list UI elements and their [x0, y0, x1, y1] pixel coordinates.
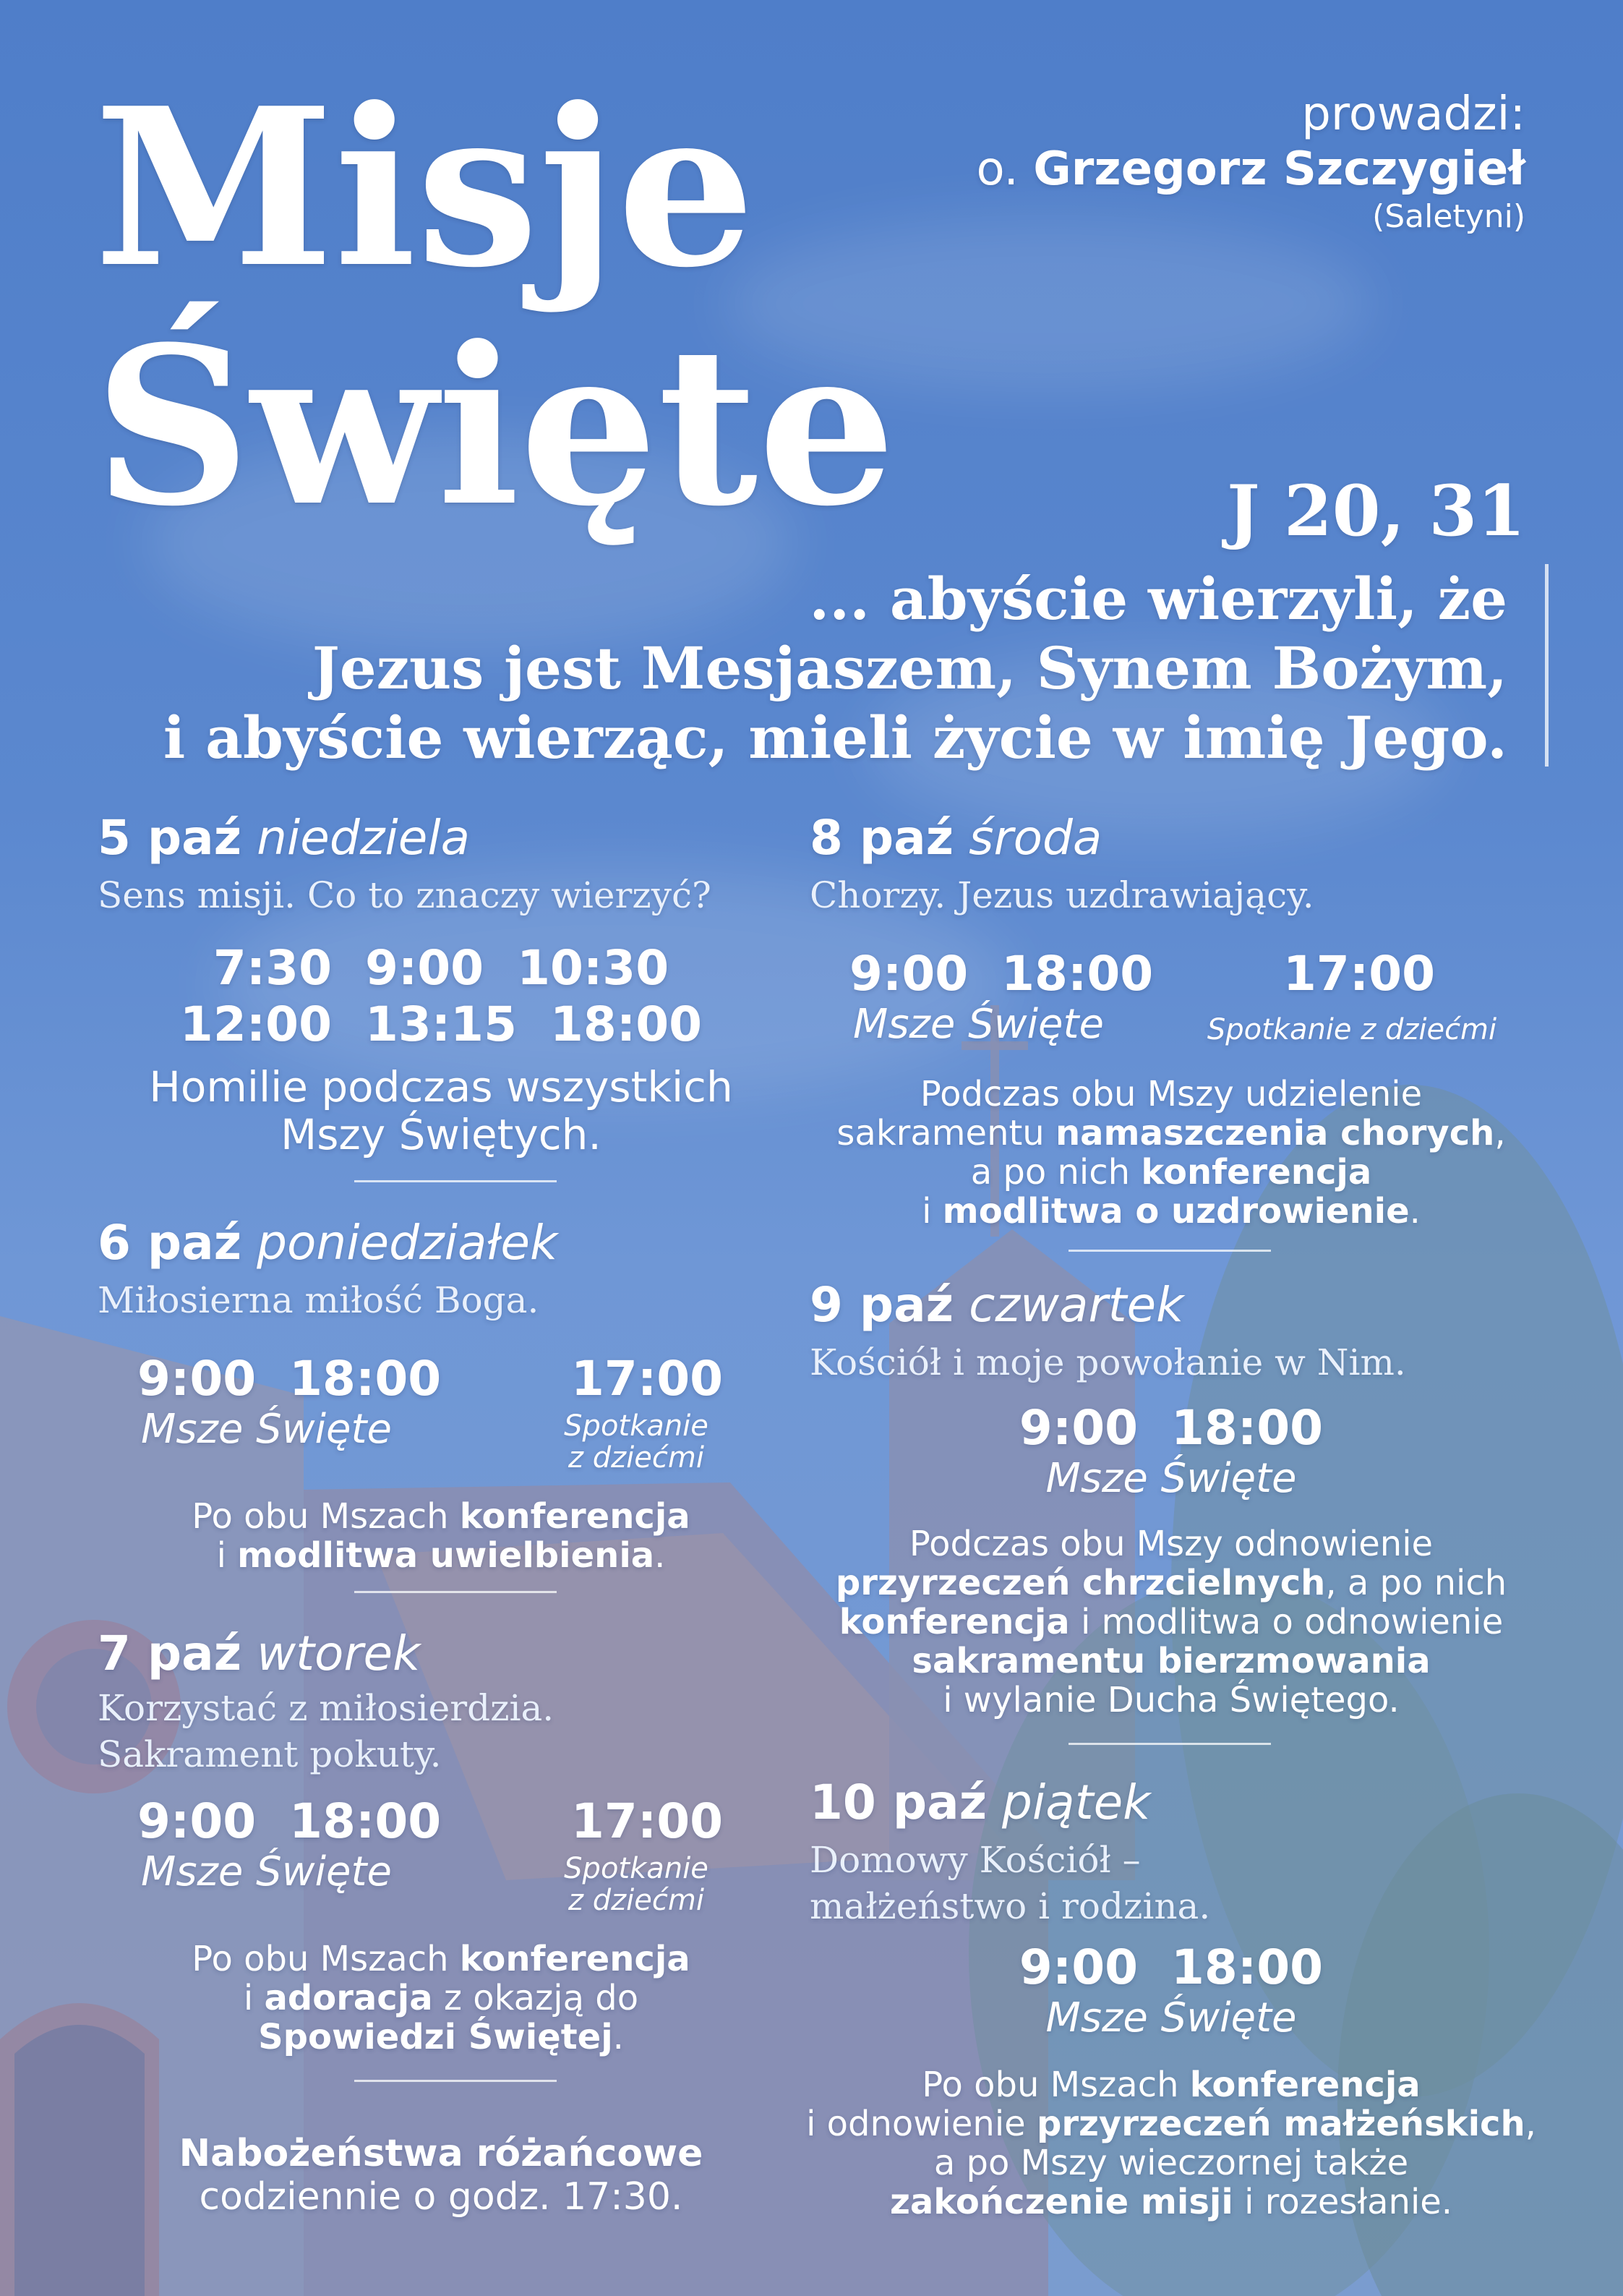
day-10-desc-text: Po obu Mszach: [922, 2065, 1190, 2105]
day-6-description: [98, 1497, 784, 1575]
leader-prefix: o.: [976, 142, 1019, 196]
day-9-description: [781, 1524, 1562, 1720]
rosary-text: codziennie o godz. 17:30.: [199, 2175, 683, 2219]
day-7-kids-time: 17:00: [571, 1793, 724, 1849]
day-7-topic-1: Korzystać z miłosierdzia.: [98, 1687, 554, 1729]
day-6-kids-label-1: Spotkanie: [564, 1409, 708, 1443]
day-7-heading: [98, 1626, 420, 1681]
day-9-heading: [810, 1277, 1183, 1333]
day-10-weekday: piątek: [1002, 1775, 1151, 1830]
day-6-weekday: poniedziałek: [257, 1215, 558, 1271]
day-9-desc-text: , a po nich: [1325, 1563, 1507, 1603]
day-10-mass-label: Msze Święte: [1045, 1994, 1297, 2041]
separator: [354, 2080, 557, 2082]
day-7-desc-text: .: [612, 2017, 624, 2057]
rosary-title: Nabożeństwa różańcowe: [179, 2132, 703, 2175]
day-8-desc-bold: namaszczenia chorych: [1055, 1113, 1495, 1153]
day-9-date: 9 paź: [810, 1277, 954, 1333]
day-6-mass-times: 9:00 18:00: [137, 1351, 442, 1407]
verse-reference: J 20, 31: [1227, 470, 1525, 552]
day-8-desc-text: a po nich: [970, 1152, 1142, 1192]
verse-line-1: ... abyście wierzyli, że: [809, 565, 1507, 633]
day-10-heading: [810, 1775, 1150, 1830]
leader-order: (Saletyni): [1372, 198, 1525, 235]
day-5-heading: [98, 810, 470, 866]
day-7-desc-bold: adoracja: [264, 1978, 433, 2018]
day-10-desc-text: i odnowienie: [806, 2104, 1037, 2144]
day-10-desc-text: i rozesłanie.: [1233, 2182, 1453, 2222]
day-9-desc-text: Podczas obu Mszy odnowienie: [909, 1524, 1434, 1564]
day-7-kids-label: [549, 1853, 723, 1916]
day-6-desc-bold: konferencja: [459, 1496, 690, 1537]
day-8-heading: [810, 810, 1102, 866]
verse-line-3: i abyście wierząc, mieli życie w imię Jego.: [163, 704, 1507, 772]
day-7-desc-text: z okazją do: [432, 1978, 639, 2018]
day-5-note-line-2: Mszy Świętych.: [281, 1110, 601, 1159]
leader-label: prowadzi:: [1301, 88, 1525, 141]
day-6-kids-label: [549, 1410, 723, 1474]
day-5-date: 5 paź: [98, 810, 242, 866]
day-6-heading: [98, 1215, 557, 1271]
day-7-kids-label-2: z dziećmi: [568, 1884, 704, 1917]
day-8-desc-text: sakramentu: [836, 1113, 1055, 1153]
day-7-date: 7 paź: [98, 1626, 242, 1681]
day-6-desc-bold: modlitwa uwielbienia: [237, 1535, 655, 1576]
day-8-desc-text: .: [1409, 1191, 1421, 1232]
day-7-mass-label: Msze Święte: [141, 1848, 392, 1895]
day-10-desc-text: a po Mszy wieczornej także: [933, 2143, 1409, 2183]
day-10-topic-2: małżeństwo i rodzina.: [810, 1885, 1211, 1927]
verse-rule: [1545, 564, 1549, 767]
day-8-date: 8 paź: [810, 810, 954, 866]
day-10-topic: [810, 1837, 1210, 1929]
day-8-desc-text: Podczas obu Mszy udzielenie: [920, 1074, 1423, 1114]
day-9-desc-bold: sakramentu bierzmowania: [912, 1641, 1431, 1681]
separator: [354, 1591, 557, 1593]
day-10-description: [766, 2065, 1576, 2222]
day-7-topic: [98, 1685, 554, 1778]
page-title: [94, 60, 896, 554]
day-8-desc-bold: modlitwa o uzdrowienie: [942, 1191, 1410, 1232]
title-line-2: Święte: [94, 299, 896, 554]
day-7-mass-times: 9:00 18:00: [137, 1793, 442, 1849]
day-8-desc-bold: konferencja: [1141, 1152, 1372, 1192]
day-9-mass-label: Msze Święte: [1045, 1455, 1297, 1502]
leader-block: [977, 87, 1526, 237]
title-line-1: Misje: [94, 60, 755, 315]
day-8-kids-time: 17:00: [1283, 946, 1436, 1002]
day-8-description: [781, 1075, 1562, 1231]
leader-name: Grzegorz Szczygieł: [1033, 142, 1525, 196]
day-8-topic: Chorzy. Jezus uzdrawiający.: [810, 874, 1314, 916]
day-7-desc-bold: Spowiedzi Świętej: [258, 2017, 613, 2057]
day-9-desc-bold: konferencja: [839, 1602, 1070, 1642]
day-9-desc-text: i modlitwa o odnowienie: [1069, 1602, 1504, 1642]
day-8-mass-label: Msze Święte: [853, 1001, 1104, 1048]
day-6-desc-text: Po obu Mszach: [192, 1496, 460, 1537]
day-6-desc-text: .: [654, 1535, 666, 1576]
day-7-desc-text: Po obu Mszach: [192, 1939, 460, 1979]
rosary-note: [98, 2132, 784, 2219]
day-10-desc-text: ,: [1525, 2104, 1536, 2144]
day-7-topic-2: Sakrament pokuty.: [98, 1733, 442, 1775]
verse-line-2: Jezus jest Mesjaszem, Synem Bożym,: [312, 634, 1507, 702]
day-6-kids-time: 17:00: [571, 1351, 724, 1407]
day-8-weekday: środa: [969, 810, 1102, 866]
day-10-topic-1: Domowy Kościół –: [810, 1839, 1141, 1881]
day-7-description: [98, 1939, 784, 2057]
day-10-date: 10 paź: [810, 1775, 988, 1830]
day-5-times: [98, 940, 784, 1053]
day-5-weekday: niedziela: [257, 810, 471, 866]
day-10-desc-bold: konferencja: [1189, 2065, 1421, 2105]
day-5-topic: Sens misji. Co to znaczy wierzyć?: [98, 874, 711, 916]
day-7-desc-text: i: [243, 1978, 265, 2018]
separator: [354, 1180, 557, 1182]
leader-name-line: [977, 142, 1526, 197]
day-6-desc-text: i: [216, 1535, 238, 1576]
day-7-desc-bold: konferencja: [459, 1939, 690, 1979]
day-8-desc-text: ,: [1494, 1113, 1506, 1153]
day-5-times-row-2: 12:00 13:15 18:00: [179, 997, 703, 1052]
day-10-desc-bold: zakończenie misji: [889, 2182, 1233, 2222]
separator: [1069, 1250, 1271, 1252]
day-8-mass-times: 9:00 18:00: [849, 946, 1154, 1002]
day-9-topic: Kościół i moje powołanie w Nim.: [810, 1341, 1406, 1383]
day-6-kids-label-2: z dziećmi: [568, 1441, 704, 1475]
day-6-date: 6 paź: [98, 1215, 242, 1271]
day-5-note-line-1: Homilie podczas wszystkich: [149, 1062, 733, 1111]
day-10-mass-times: 9:00 18:00: [1019, 1939, 1324, 1995]
day-7-kids-label-1: Spotkanie: [564, 1852, 708, 1885]
separator: [1069, 1743, 1271, 1745]
day-6-mass-label: Msze Święte: [141, 1406, 392, 1453]
day-5-note: [98, 1063, 784, 1158]
day-9-weekday: czwartek: [969, 1277, 1184, 1333]
verse-quote: [163, 564, 1507, 772]
day-8-desc-text: i: [922, 1191, 943, 1232]
day-9-desc-bold: przyrzeczeń chrzcielnych: [835, 1563, 1326, 1603]
day-6-topic: Miłosierna miłość Boga.: [98, 1279, 539, 1321]
day-9-mass-times: 9:00 18:00: [1019, 1400, 1324, 1456]
day-7-weekday: wtorek: [257, 1626, 421, 1681]
day-10-desc-bold: przyrzeczeń małżeńskich: [1036, 2104, 1525, 2144]
day-5-times-row-1: 7:30 9:00 10:30: [213, 940, 669, 996]
day-9-desc-text: i wylanie Ducha Świętego.: [943, 1680, 1400, 1720]
day-8-kids-label: Spotkanie z dziećmi: [1207, 1013, 1497, 1046]
